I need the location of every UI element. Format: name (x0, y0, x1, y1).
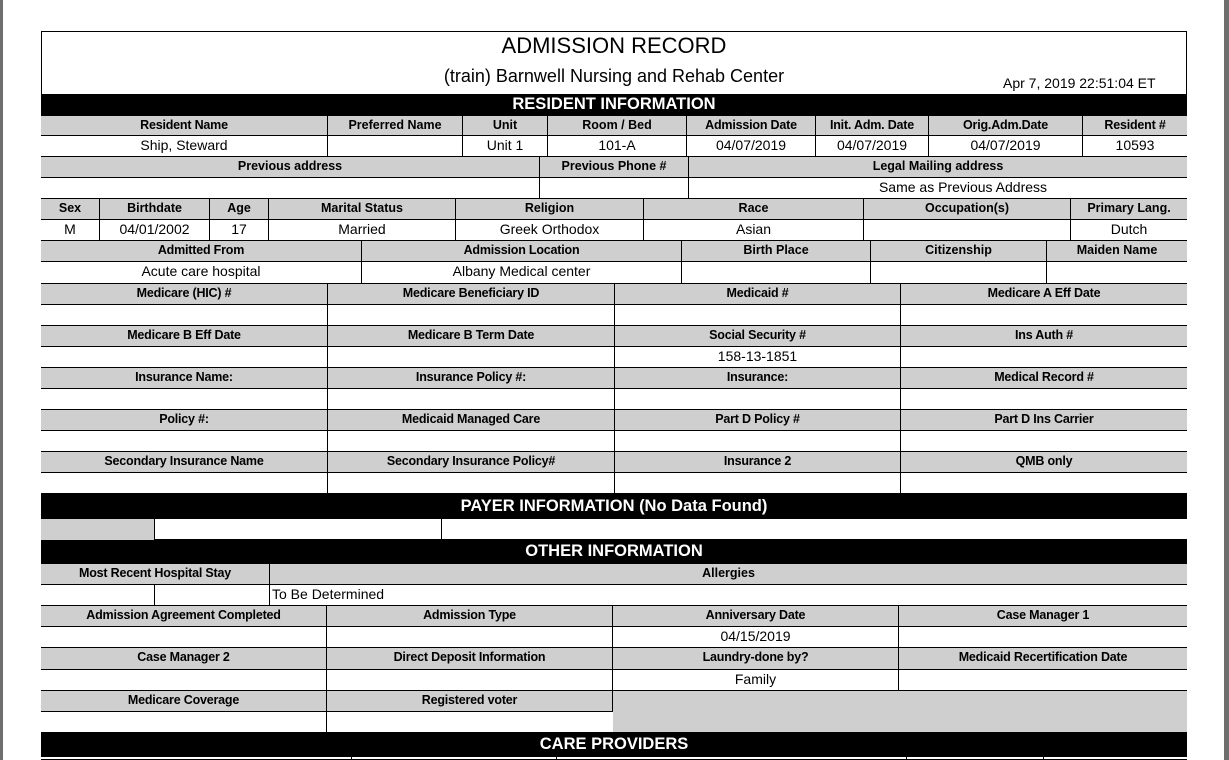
resident-row4-labels (41, 241, 1187, 262)
other-row4-labels (41, 691, 1187, 712)
other-row4-values (41, 712, 1187, 733)
value-policy-number (41, 431, 328, 452)
value-admitted-from: Acute care hospital (41, 262, 362, 284)
label-birth-place: Birth Place (682, 241, 871, 262)
label-medicare-beneficiary-id: Medicare Beneficiary ID (328, 284, 615, 305)
page-title: ADMISSION RECORD (501, 33, 727, 58)
label-occupation: Occupation(s) (864, 199, 1071, 220)
label-registered-voter: Registered voter (327, 691, 613, 712)
section-resident-information: RESIDENT INFORMATION (41, 94, 1187, 116)
label-qmb-only: QMB only (901, 452, 1187, 473)
label-ins-auth: Ins Auth # (901, 326, 1187, 347)
insurance-row5-labels (41, 452, 1187, 473)
value-resident-name: Ship, Steward (41, 136, 328, 157)
label-medicaid-number: Medicaid # (615, 284, 901, 305)
label-medicare-a-eff-date: Medicare A Eff Date (901, 284, 1187, 305)
value-medicare-b-eff-date (41, 347, 328, 368)
value-medicare-beneficiary-id (328, 305, 615, 326)
value-anniversary-date: 04/15/2019 (613, 627, 899, 648)
print-timestamp: Apr 7, 2019 22:51:04 ET (1003, 75, 1156, 91)
other-row2-labels (41, 606, 1187, 627)
value-preferred-name (328, 136, 463, 157)
label-orig-adm-date: Orig.Adm.Date (929, 116, 1083, 136)
label-laundry-done-by: Laundry-done by? (613, 648, 899, 670)
value-medicare-a-eff-date (901, 305, 1187, 326)
label-medicare-coverage: Medicare Coverage (41, 691, 327, 712)
label-medicare-hic: Medicare (HIC) # (41, 284, 328, 305)
value-primary-language: Dutch (1071, 220, 1187, 241)
value-occupation (864, 220, 1071, 241)
value-hospital-stay-from (41, 585, 155, 606)
resident-row2-labels (41, 157, 1187, 178)
value-medical-record (901, 389, 1187, 410)
value-orig-adm-date: 04/07/2019 (929, 136, 1083, 157)
label-direct-deposit-information: Direct Deposit Information (327, 648, 613, 670)
value-qmb-only (901, 473, 1187, 494)
label-citizenship: Citizenship (871, 241, 1047, 262)
other-row3-labels (41, 648, 1187, 670)
label-secondary-insurance-name: Secondary Insurance Name (41, 452, 328, 473)
other-row1-labels (41, 564, 1187, 585)
label-anniversary-date: Anniversary Date (613, 606, 899, 627)
insurance-row1-values (41, 305, 1187, 326)
value-part-d-ins-carrier (901, 431, 1187, 452)
value-birthdate: 04/01/2002 (100, 220, 210, 241)
label-insurance-2: Insurance 2 (615, 452, 901, 473)
section-payer-information: PAYER INFORMATION (No Data Found) (41, 494, 1187, 519)
label-room-bed: Room / Bed (548, 116, 687, 136)
label-insurance-policy: Insurance Policy #: (328, 368, 615, 389)
value-resident-number: 10593 (1083, 136, 1187, 157)
insurance-row4-values (41, 431, 1187, 452)
value-social-security: 158-13-1851 (615, 347, 901, 368)
label-admission-type: Admission Type (327, 606, 613, 627)
label-allergies: Allergies (270, 564, 1187, 585)
insurance-row4-labels (41, 410, 1187, 431)
value-medicaid-managed-care (328, 431, 615, 452)
section-other-information: OTHER INFORMATION (41, 540, 1187, 564)
label-maiden-name: Maiden Name (1047, 241, 1187, 262)
value-registered-voter (327, 712, 613, 733)
insurance-row5-values (41, 473, 1187, 494)
label-secondary-insurance-policy: Secondary Insurance Policy# (328, 452, 615, 473)
resident-row4-values (41, 262, 1187, 284)
label-unit: Unit (463, 116, 548, 136)
value-direct-deposit-information (327, 670, 613, 691)
value-init-adm-date: 04/07/2019 (816, 136, 929, 157)
insurance-row1-labels (41, 284, 1187, 305)
value-religion: Greek Orthodox (456, 220, 644, 241)
resident-row3-values (41, 220, 1187, 241)
value-legal-mailing-address: Same as Previous Address (689, 178, 1187, 199)
value-medicare-coverage (41, 712, 327, 733)
value-admission-location: Albany Medical center (362, 262, 682, 284)
label-medicare-b-term-date: Medicare B Term Date (328, 326, 615, 347)
label-policy-number: Policy #: (41, 410, 328, 431)
value-sex: M (41, 220, 100, 241)
payer-cell-shaded (41, 519, 155, 540)
value-medicaid-number (615, 305, 901, 326)
value-insurance (615, 389, 901, 410)
value-insurance-policy (328, 389, 615, 410)
value-laundry-done-by: Family (613, 670, 899, 691)
value-secondary-insurance-name (41, 473, 328, 494)
label-case-manager-2: Case Manager 2 (41, 648, 327, 670)
other-row1-values (41, 585, 1187, 606)
value-birth-place (682, 262, 871, 284)
label-admission-date: Admission Date (687, 116, 816, 136)
facility-name: (train) Barnwell Nursing and Rehab Center (443, 66, 785, 86)
label-most-recent-hospital-stay: Most Recent Hospital Stay (41, 564, 270, 585)
value-unit: Unit 1 (463, 136, 548, 157)
value-admission-agreement-completed (41, 627, 327, 648)
other-row2-values (41, 627, 1187, 648)
label-previous-phone: Previous Phone # (540, 157, 689, 178)
label-resident-name: Resident Name (41, 116, 328, 136)
resident-row2-values (41, 178, 1187, 199)
label-insurance-name: Insurance Name: (41, 368, 328, 389)
label-medical-record: Medical Record # (901, 368, 1187, 389)
label-legal-mailing-address: Legal Mailing address (689, 157, 1187, 178)
insurance-row2-values (41, 347, 1187, 368)
insurance-row3-values (41, 389, 1187, 410)
resident-row1-labels (41, 116, 1187, 136)
value-allergies: To Be Determined (270, 585, 1187, 606)
payer-cell-2 (442, 519, 1187, 540)
label-medicaid-recertification-date: Medicaid Recertification Date (899, 648, 1187, 670)
label-preferred-name: Preferred Name (328, 116, 463, 136)
label-birthdate: Birthdate (100, 199, 210, 220)
value-medicare-b-term-date (328, 347, 615, 368)
value-maiden-name (1047, 262, 1187, 284)
value-previous-address (41, 178, 540, 199)
label-admission-agreement-completed: Admission Agreement Completed (41, 606, 327, 627)
value-case-manager-1 (899, 627, 1187, 648)
insurance-row3-labels (41, 368, 1187, 389)
value-medicaid-recertification-date (899, 670, 1187, 691)
value-medicare-hic (41, 305, 328, 326)
value-admission-date: 04/07/2019 (687, 136, 816, 157)
label-admission-location: Admission Location (362, 241, 682, 262)
value-insurance-name (41, 389, 328, 410)
value-hospital-stay-to (155, 585, 270, 606)
insurance-row2-labels (41, 326, 1187, 347)
label-social-security: Social Security # (615, 326, 901, 347)
label-religion: Religion (456, 199, 644, 220)
label-marital-status: Marital Status (269, 199, 456, 220)
value-case-manager-2 (41, 670, 327, 691)
resident-row3-labels (41, 199, 1187, 220)
value-marital-status: Married (269, 220, 456, 241)
label-init-adm-date: Init. Adm. Date (816, 116, 929, 136)
value-age: 17 (210, 220, 269, 241)
label-part-d-ins-carrier: Part D Ins Carrier (901, 410, 1187, 431)
label-part-d-policy: Part D Policy # (615, 410, 901, 431)
resident-row1-values (41, 136, 1187, 157)
value-race: Asian (644, 220, 864, 241)
label-case-manager-1: Case Manager 1 (899, 606, 1187, 627)
label-previous-address: Previous address (41, 157, 540, 178)
label-primary-language: Primary Lang. (1071, 199, 1187, 220)
value-previous-phone (540, 178, 689, 199)
value-admission-type (327, 627, 613, 648)
label-admitted-from: Admitted From (41, 241, 362, 262)
value-secondary-insurance-policy (328, 473, 615, 494)
value-part-d-policy (615, 431, 901, 452)
label-age: Age (210, 199, 269, 220)
label-medicaid-managed-care: Medicaid Managed Care (328, 410, 615, 431)
value-insurance-2 (615, 473, 901, 494)
label-medicare-b-eff-date: Medicare B Eff Date (41, 326, 328, 347)
value-citizenship (871, 262, 1047, 284)
label-sex: Sex (41, 199, 100, 220)
value-room-bed: 101-A (548, 136, 687, 157)
label-insurance: Insurance: (615, 368, 901, 389)
value-ins-auth (901, 347, 1187, 368)
section-care-providers: CARE PROVIDERS (41, 733, 1187, 757)
label-race: Race (644, 199, 864, 220)
label-resident-number: Resident # (1083, 116, 1187, 136)
other-row3-values (41, 670, 1187, 691)
payer-row (41, 519, 1187, 540)
payer-cell-1 (155, 519, 442, 540)
